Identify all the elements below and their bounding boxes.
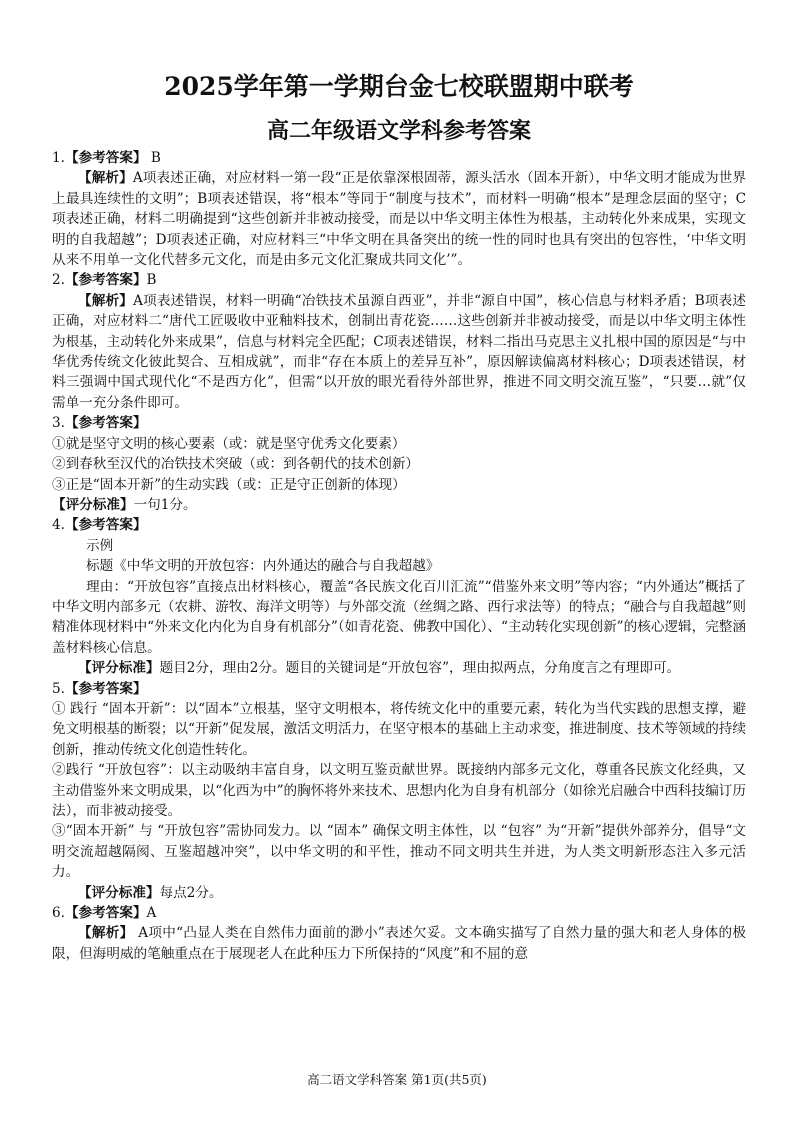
q3-score-text: 一句1分。 xyxy=(133,496,197,513)
q1-answer-label: 【参考答案】 xyxy=(64,150,147,166)
q6-number: 6. xyxy=(52,905,65,922)
q1-answer-line xyxy=(52,148,746,168)
q3-score xyxy=(52,495,746,515)
q4-title-line: 标题《中华文明的开放包容：内外通达的融合与自我超越》 xyxy=(86,558,440,575)
q3-line-2: ②到春秋至汉代的冶铁技术突破（或：到各朝代的技术创新） xyxy=(52,456,420,473)
q4-reason: 理由：“开放包容”直接点出材料核心，覆盖“各民族文化百川汇流”“借鉴外来文明”等内容；“内外通达”概括了中华文明内部多元（农耕、游牧、海洋文明等）与外部交流（丝绸之路、西行求法等）的特点；“融合与自我超越”则精准体现材料中“外来文化内化为自身有机部分”（如青花瓷、佛教中国化）、“主动转化实现创新”的核心逻辑，完整涵盖材料核心信息。 xyxy=(52,578,746,656)
q2-answer-line xyxy=(52,270,746,290)
question-3 xyxy=(52,413,746,515)
q6-answer: A xyxy=(146,905,157,922)
q3-line-1: ①就是坚守文明的核心要素（或：就是坚守优秀文化要素） xyxy=(52,435,406,452)
q5-answer-label: 【参考答案】 xyxy=(64,680,147,697)
q5-point-3: ③“固本开新” 与 “开放包容”需协同发力。以 “固本” 确保文明主体性，以 “包容” 为“开新”提供外部养分，倡导“文明交流超越隔阂、互鉴超越冲突”，以中华文明的和平性，推动不同文明共生并进，为人类文明新形态注入多元活力。 xyxy=(52,823,746,881)
q2-analysis xyxy=(52,291,746,413)
q4-answer-line xyxy=(52,515,746,535)
q5-answer-line xyxy=(52,679,746,699)
q2-analysis-label: 【解析】 xyxy=(78,292,134,309)
q3-answer-label: 【参考答案】 xyxy=(64,415,147,432)
q3-score-label: 【评分标准】 xyxy=(52,496,134,513)
q4-score-text: 题目2分，理由2分。题目的关键词是“开放包容”，理由拟两点，分角度言之有理即可。 xyxy=(159,660,681,677)
q4-score-label: 【评分标准】 xyxy=(78,660,160,677)
q3-answer-line xyxy=(52,413,746,433)
q1-number: 1. xyxy=(52,150,65,166)
q5-score-label: 【评分标准】 xyxy=(78,884,160,901)
q6-analysis-text: A项中“凸显人类在自然伟力面前的渺小”表述欠妥。文本确实描写了自然力量的强大和老人身体的极限，但海明威的笔触重点在于展现老人在此种压力下所保持的“风度”和不屈的意 xyxy=(52,925,746,962)
q5-point-2: ②践行 “开放包容”：以主动吸纳丰富自身，以文明互鉴贡献世界。既接纳内部多元文化，尊重各民族文化经典，又主动借鉴外来文明成果，以“化西为中”的胸怀将外来技术、思想内化为自身有机部分（如徐光启融合中西科技编订历法），而非被动接受。 xyxy=(52,762,746,819)
question-2 xyxy=(52,270,746,413)
question-4 xyxy=(52,515,746,678)
q1-analysis xyxy=(52,168,746,270)
q6-analysis-label: 【解析】 xyxy=(78,925,134,942)
page-title: 2025学年第一学期台金七校联盟期中联考 xyxy=(164,72,634,101)
q6-answer-label: 【参考答案】 xyxy=(64,905,147,922)
question-6 xyxy=(52,903,746,964)
q1-analysis-label: 【解析】 xyxy=(78,170,133,187)
q5-number: 5. xyxy=(52,680,65,697)
answer-sheet-page xyxy=(52,70,746,964)
q3-line-3: ③正是“固本开新”的生动实践（或：正是守正创新的体现） xyxy=(52,476,406,493)
q4-example: 示例 xyxy=(86,537,114,554)
q2-analysis-text: A项表述错误，材料一明确“冶铁技术虽源自西亚”，并非“源自中国”，核心信息与材料矛盾；B项表述正确，对应材料二“唐代工匠吸收中亚釉料技术，创制出青花瓷……这些创新并非被动接受，而是以中华文明主体性为根基，主动转化外来成果”，信息与材料完全匹配；C项表述错误，材料二指出马克思主义扎根中国的原因是“与中华优秀传统文化彼此契合、互相成就”，而非“存在本质上的差异互补”，原因解读偏离材料核心；D项表述错误，材料三强调中国式现代化“不是西方化”，但需“以开放的眼光看待外部世界，推进不同文明交流互鉴”，“只要…就”仅需单一充分条件即可。 xyxy=(52,292,747,411)
q1-answer: B xyxy=(150,150,161,166)
q2-number: 2. xyxy=(52,272,65,289)
q4-number: 4. xyxy=(52,517,65,534)
q5-score xyxy=(52,883,746,903)
q1-analysis-text: A项表述正确，对应材料一第一段“正是依靠深根固蒂，源头活水（固本开新），中华文明才能成为世界上最具连续性的文明”；B项表述错误，将“根本”等同于“制度与技术”，而材料一明确“根本”是理念层面的坚守；C项表述正确，材料二明确提到“这些创新并非被动接受，而是以中华文明主体性为根基，主动转化外来成果，实现文明的自我超越”；D项表述正确，对应材料三“中华文明在具备突出的统一性的同时也具有突出的包容性，‘中华文明从来不用单一文化代替多元文化，而是由多元文化汇聚成共同文化’”。 xyxy=(52,170,746,269)
question-5 xyxy=(52,679,746,903)
q2-answer-label: 【参考答案】 xyxy=(64,272,147,289)
q5-point-1: ① 践行 “固本开新”：以“固本”立根基，坚守文明根本，将传统文化中的重要元素，转化为当代实践的思想支撑，避免文明根基的断裂；以“开新”促发展，激活文明活力，在坚守根本的基础上主动求变，推进制度、技术等领域的持续创新，推动传统文化创造性转化。 xyxy=(52,700,746,758)
question-1 xyxy=(52,148,746,270)
q3-number: 3. xyxy=(52,415,65,432)
page-subtitle: 高二年级语文学科参考答案 xyxy=(266,118,531,144)
q4-score xyxy=(52,658,746,678)
page-footer: 高二语文学科答案 第1页(共5页) xyxy=(307,1072,487,1087)
q6-answer-line xyxy=(52,903,746,923)
q2-answer: B xyxy=(146,272,157,289)
q4-answer-label: 【参考答案】 xyxy=(64,517,147,534)
q6-analysis xyxy=(52,923,746,964)
q5-score-text: 每点2分。 xyxy=(159,884,223,901)
